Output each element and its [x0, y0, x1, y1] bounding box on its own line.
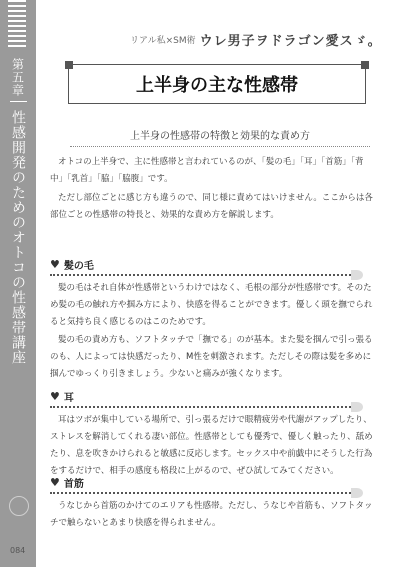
intro-paragraph-1: オトコの上半身で、主に性感帯と言われているのが、「髪の毛」「耳」「首筋」「背中」「乳首」「脇」「脇腹」です。	[50, 157, 364, 184]
heading-cap-decoration	[351, 402, 363, 412]
heart-icon: ♥	[50, 257, 60, 271]
section-heading-label: 首筋	[63, 478, 84, 490]
section-heading-label: 髪の毛	[63, 260, 94, 272]
section-heading-ear	[50, 386, 355, 408]
hair-paragraph-1: 髪の毛はそれ自体が性感帯というわけではなく、毛根の部分が性感帯です。そのため髪の毛の触れ方や掴み方により、快感を得ることができます。優しく頭を撫でられると気持ち良く感じるのはこのためです。	[50, 283, 373, 327]
header-brand: ウレ男子ヲドラゴン愛スゞ。	[199, 34, 382, 49]
page-subtitle: 上半身の性感帯の特徴と効果的な責め方	[130, 130, 310, 142]
page-number: 084	[10, 546, 26, 555]
stripe-decoration	[8, 0, 26, 48]
heart-icon: ♥	[50, 389, 60, 403]
heading-cap-decoration	[351, 270, 363, 280]
heading-cap-decoration	[351, 488, 363, 498]
section-heading-label: 耳	[63, 392, 74, 404]
sidebar	[0, 0, 36, 567]
running-header	[130, 30, 382, 49]
subtitle-box	[70, 122, 370, 147]
ear-paragraph-1: 耳はツボが集中している場所で、引っ張るだけで眼精疲労や代謝がアップしたり、ストレスを解消してくれる凄い部位。性感帯としても優秀で、優しく触ったり、舐めたり、息を吹きかけられると敏感に反応します。セックス中や前戯中にそうした行為をするだけで、相手の感度も格段に上がるので、ぜひ試してみてください。	[50, 415, 373, 476]
chapter-title: 性感開発のためのオトコの性感帯講座	[10, 110, 26, 365]
hair-paragraph-2: 髪の毛の責め方も、ソフトタッチで「撫でる」のが基本。また髪を掴んで引っ張るのも、人によっては快感だったり、M性を刺激されます。ただしその際は髪を多めに掴んでゆっくり引きましょう。少ないと痛みが強くなります。	[50, 335, 373, 379]
section-heading-neck	[50, 472, 355, 494]
chapter-label	[0, 58, 36, 478]
intro-paragraph-2: ただし部位ごとに感じ方も違うので、同じ様に責めてはいけません。ここからは各部位ごとの性感帯の特長と、効果的な責め方を解説します。	[50, 193, 373, 220]
page-title: 上半身の主な性感帯	[136, 75, 298, 96]
heart-icon: ♥	[50, 475, 60, 489]
section-heading-hair	[50, 254, 355, 276]
neck-paragraph-1: うなじから首筋のかけてのエリアも性感帯。ただし、うなじや首筋も、ソフトタッチで触らないとあまり快感を得られません。	[50, 501, 373, 528]
title-box	[68, 64, 366, 104]
circle-logo-icon	[9, 496, 29, 516]
header-lead: リアル私×SM術	[130, 36, 196, 46]
chapter-number: 第五章	[10, 58, 27, 102]
